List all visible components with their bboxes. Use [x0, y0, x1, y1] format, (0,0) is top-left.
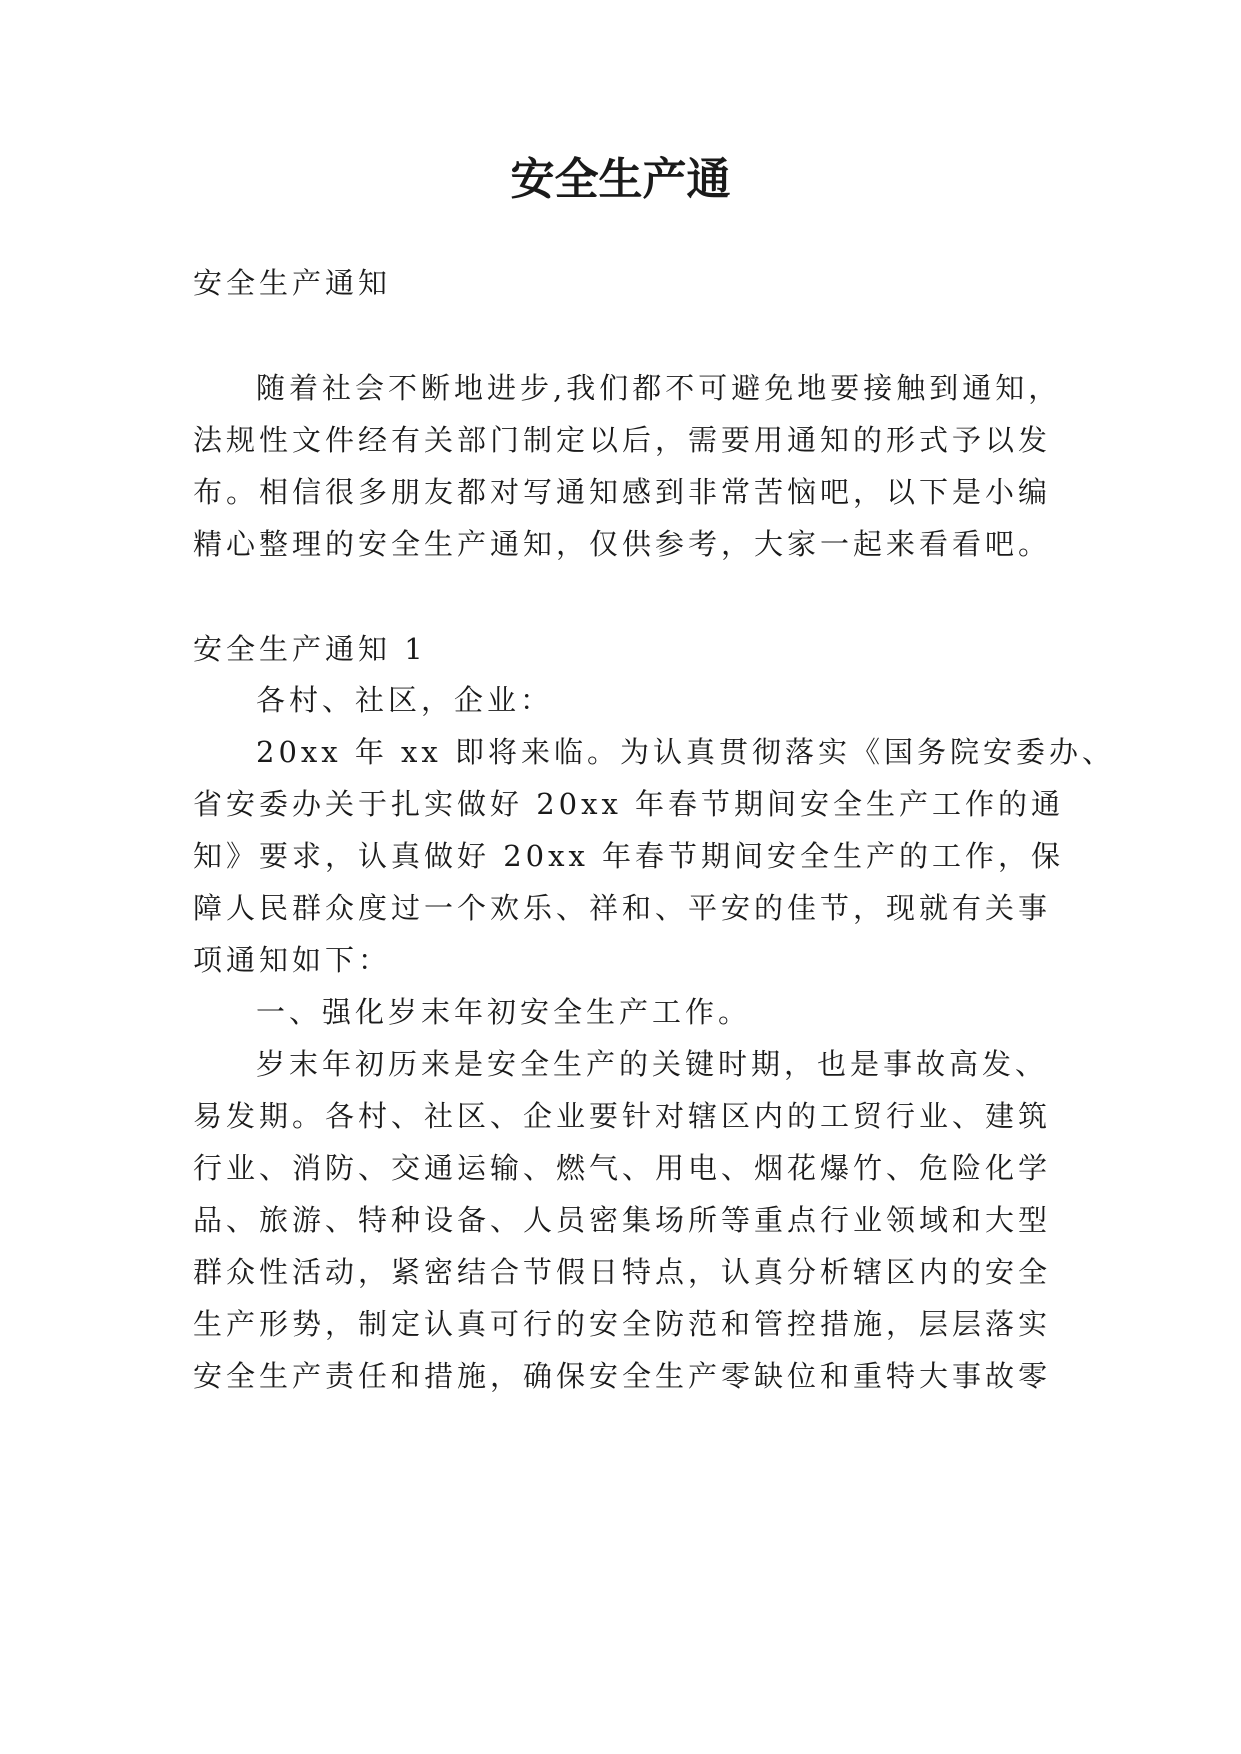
item1-heading: 一、强化岁末年初安全生产工作。 — [256, 995, 752, 1029]
intro-line-4: 精心整理的安全生产通知，仅供参考，大家一起来看看吧。 — [193, 527, 1052, 561]
section-heading: 安全生产通知 1 — [193, 632, 427, 666]
document-subtitle: 安全生产通知 — [193, 266, 392, 300]
para2-line-2: 易发期。各村、社区、企业要针对辖区内的工贸行业、建筑 — [193, 1099, 1052, 1133]
para2-line-4: 品、旅游、特种设备、人员密集场所等重点行业领域和大型 — [193, 1203, 1052, 1237]
document-title: 安全生产通 — [510, 154, 731, 205]
para1-line-3: 知》要求，认真做好 20xx 年春节期间安全生产的工作，保 — [193, 839, 1065, 873]
para1-line-5: 项通知如下： — [193, 943, 392, 977]
para2-line-3: 行业、消防、交通运输、燃气、用电、烟花爆竹、危险化学 — [193, 1151, 1052, 1185]
para1-line-2: 省安委办关于扎实做好 20xx 年春节期间安全生产工作的通 — [193, 787, 1065, 821]
para2-line-7: 安全生产责任和措施，确保安全生产零缺位和重特大事故零 — [193, 1359, 1052, 1393]
intro-line-2: 法规性文件经有关部门制定以后，需要用通知的形式予以发 — [193, 423, 1052, 457]
para1-line-4: 障人民群众度过一个欢乐、祥和、平安的佳节，现就有关事 — [193, 891, 1052, 925]
para2-line-6: 生产形势，制定认真可行的安全防范和管控措施，层层落实 — [193, 1307, 1052, 1341]
salutation: 各村、社区，企业： — [256, 683, 554, 717]
intro-line-3: 布。相信很多朋友都对写通知感到非常苦恼吧，以下是小编 — [193, 475, 1052, 509]
intro-line-1: 随着社会不断地进步,我们都不可避免地要接触到通知， — [256, 371, 1062, 405]
para2-line-5: 群众性活动，紧密结合节假日特点，认真分析辖区内的安全 — [193, 1255, 1052, 1289]
para1-line-1: 20xx 年 xx 即将来临。为认真贯彻落实《国务院安委办、 — [256, 735, 1115, 769]
para2-line-1: 岁末年初历来是安全生产的关键时期，也是事故高发、 — [256, 1047, 1049, 1081]
